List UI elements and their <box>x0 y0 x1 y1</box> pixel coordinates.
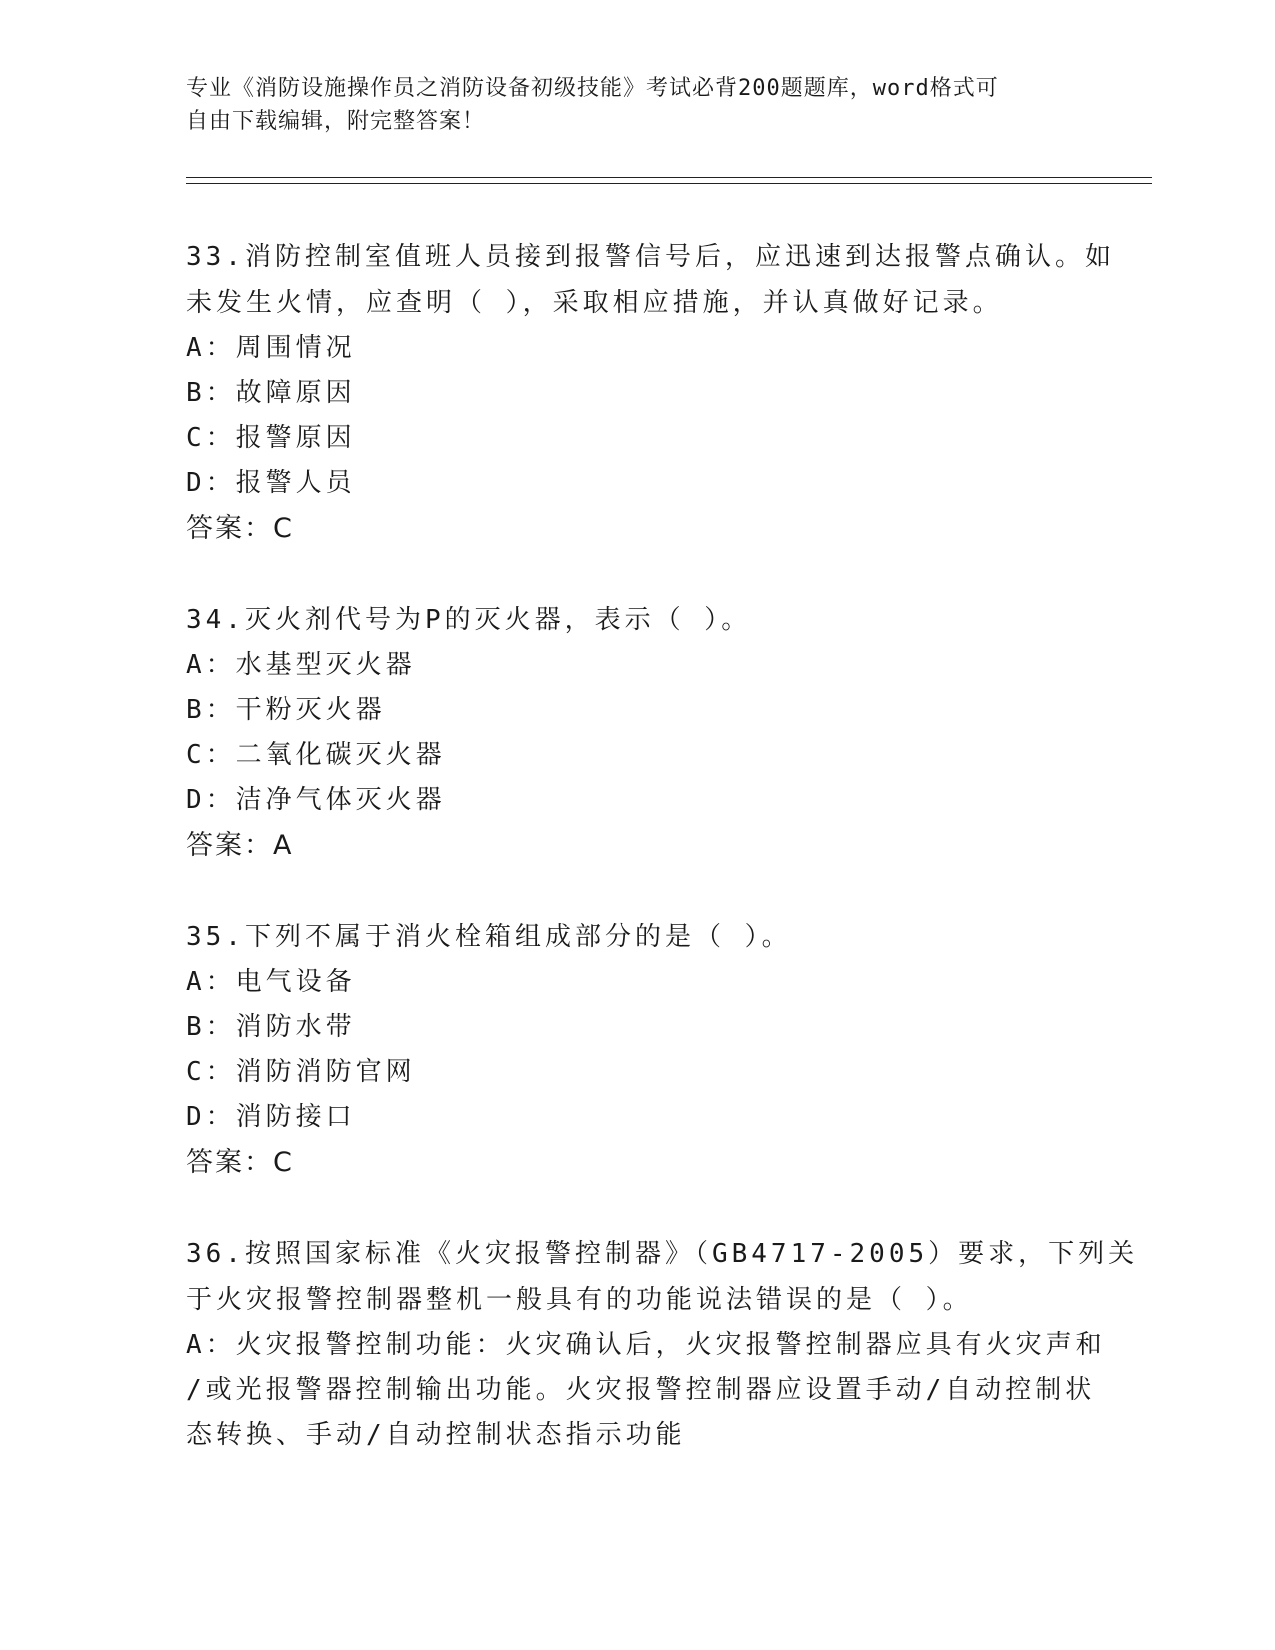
header-divider-bottom <box>186 183 1152 184</box>
question-33 <box>186 234 1115 552</box>
question-text: 33.消防控制室值班人员接到报警信号后，应迅速到达报警点确认。如 <box>186 242 1115 272</box>
answer-label: 答案：A <box>186 830 294 861</box>
question-text: 34.灭火剂代号为P的灭火器，表示（ ）。 <box>186 605 752 635</box>
question-text: 未发生火情，应查明（ ），采取相应措施，并认真做好记录。 <box>186 288 1003 318</box>
header-line-2: 自由下载编辑，附完整答案！ <box>186 109 486 134</box>
option-d: D：洁净气体灭火器 <box>186 785 446 815</box>
answer-label: 答案：C <box>186 513 294 544</box>
option-a: A：电气设备 <box>186 967 356 997</box>
option-a-continued: /或光报警器控制输出功能。火灾报警控制器应设置手动/自动控制状 <box>186 1375 1096 1405</box>
header-line-1: 专业《消防设施操作员之消防设备初级技能》考试必背200题题库，word格式可 <box>186 76 999 101</box>
option-c: C：消防消防官网 <box>186 1057 416 1087</box>
option-a: A：周围情况 <box>186 333 356 363</box>
option-c: C：报警原因 <box>186 423 356 453</box>
question-34 <box>186 597 1086 869</box>
option-d: D：报警人员 <box>186 468 356 498</box>
option-b: B：消防水带 <box>186 1012 356 1042</box>
header-divider-top <box>186 177 1152 178</box>
question-36 <box>186 1231 1139 1458</box>
question-text: 35.下列不属于消火栓箱组成部分的是（ ）。 <box>186 922 792 952</box>
document-header <box>186 72 1066 138</box>
question-list <box>186 234 1139 1503</box>
question-35 <box>186 914 1086 1186</box>
option-a-continued: 态转换、手动/自动控制状态指示功能 <box>186 1420 686 1450</box>
answer-label: 答案：C <box>186 1147 294 1178</box>
option-b: B：故障原因 <box>186 378 356 408</box>
question-text: 于火灾报警控制器整机一般具有的功能说法错误的是（ ）。 <box>186 1285 973 1315</box>
option-a: A：火灾报警控制功能：火灾确认后，火灾报警控制器应具有火灾声和 <box>186 1330 1106 1360</box>
option-a: A：水基型灭火器 <box>186 650 416 680</box>
option-b: B：干粉灭火器 <box>186 695 386 725</box>
option-c: C：二氧化碳灭火器 <box>186 740 446 770</box>
question-text: 36.按照国家标准《火灾报警控制器》（GB4717-2005）要求，下列关 <box>186 1239 1139 1269</box>
option-d: D：消防接口 <box>186 1102 356 1132</box>
